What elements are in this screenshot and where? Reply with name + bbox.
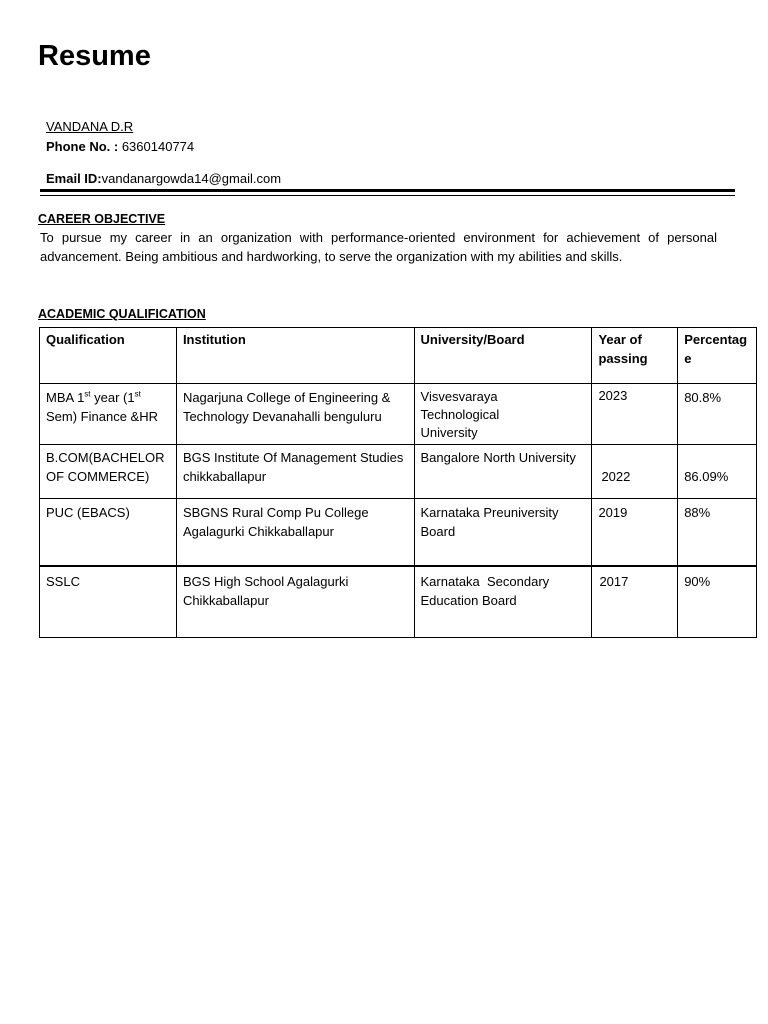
career-objective-heading: CAREER OBJECTIVE <box>38 212 166 226</box>
table-row <box>40 384 757 445</box>
percentage-cell: 88% <box>678 499 757 566</box>
table-row <box>40 445 757 499</box>
table-row <box>40 499 757 566</box>
qualification-cell: PUC (EBACS) <box>40 499 177 566</box>
email-label: Email ID: <box>46 171 102 186</box>
table-header-row <box>40 328 757 384</box>
phone-label: Phone No. : <box>46 139 119 154</box>
phone-line <box>46 139 194 155</box>
institution-cell: SBGNS Rural Comp Pu College Agalagurki Chikkaballapur <box>176 499 414 566</box>
percentage-cell: 90% <box>678 566 757 638</box>
header-divider-thin <box>40 195 735 196</box>
institution-cell: BGS High School Agalagurki Chikkaballapur <box>176 566 414 638</box>
column-header: Qualification <box>40 328 177 384</box>
qualification-cell: B.COM(BACHELOR OF COMMERCE) <box>40 445 177 499</box>
academic-qualification-heading: ACADEMIC QUALIFICATION <box>38 307 206 321</box>
column-header: Year of passing <box>592 328 678 384</box>
year-cell: 2022 <box>592 445 678 499</box>
qualification-cell: MBA 1st year (1st Sem) Finance &HR <box>40 384 177 445</box>
institution-cell: Nagarjuna College of Engineering & Technology Devanahalli benguluru <box>176 384 414 445</box>
phone-value: 6360140774 <box>118 139 195 154</box>
candidate-name: VANDANA D.R <box>46 119 134 134</box>
board-cell: Visvesvaraya Technological University <box>414 384 592 445</box>
column-header: Institution <box>176 328 414 384</box>
email-line <box>46 171 281 187</box>
year-cell: 2019 <box>592 499 678 566</box>
percentage-cell: 86.09% <box>678 445 757 499</box>
table-row <box>40 566 757 638</box>
board-cell: Bangalore North University <box>414 445 592 499</box>
academic-qualification-table <box>39 327 757 638</box>
page-title: Resume <box>38 40 151 72</box>
year-cell: 2017 <box>592 566 678 638</box>
board-cell: Karnataka Preuniversity Board <box>414 499 592 566</box>
email-value: vandanargowda14@gmail.com <box>101 171 282 186</box>
percentage-cell: 80.8% <box>678 384 757 445</box>
column-header: University/Board <box>414 328 592 384</box>
header-divider-thick <box>40 189 735 192</box>
year-cell: 2023 <box>592 384 678 445</box>
career-objective-text: To pursue my career in an organization with performance-oriented environment for achievement of personal advancement. Being ambitious and hardworking, to serve the organization with my abilities and skills. <box>40 230 717 264</box>
column-header: Percentage <box>678 328 757 384</box>
institution-cell: BGS Institute Of Management Studies chikkaballapur <box>176 445 414 499</box>
board-cell: Karnataka Secondary Education Board <box>414 566 592 638</box>
qualification-cell: SSLC <box>40 566 177 638</box>
